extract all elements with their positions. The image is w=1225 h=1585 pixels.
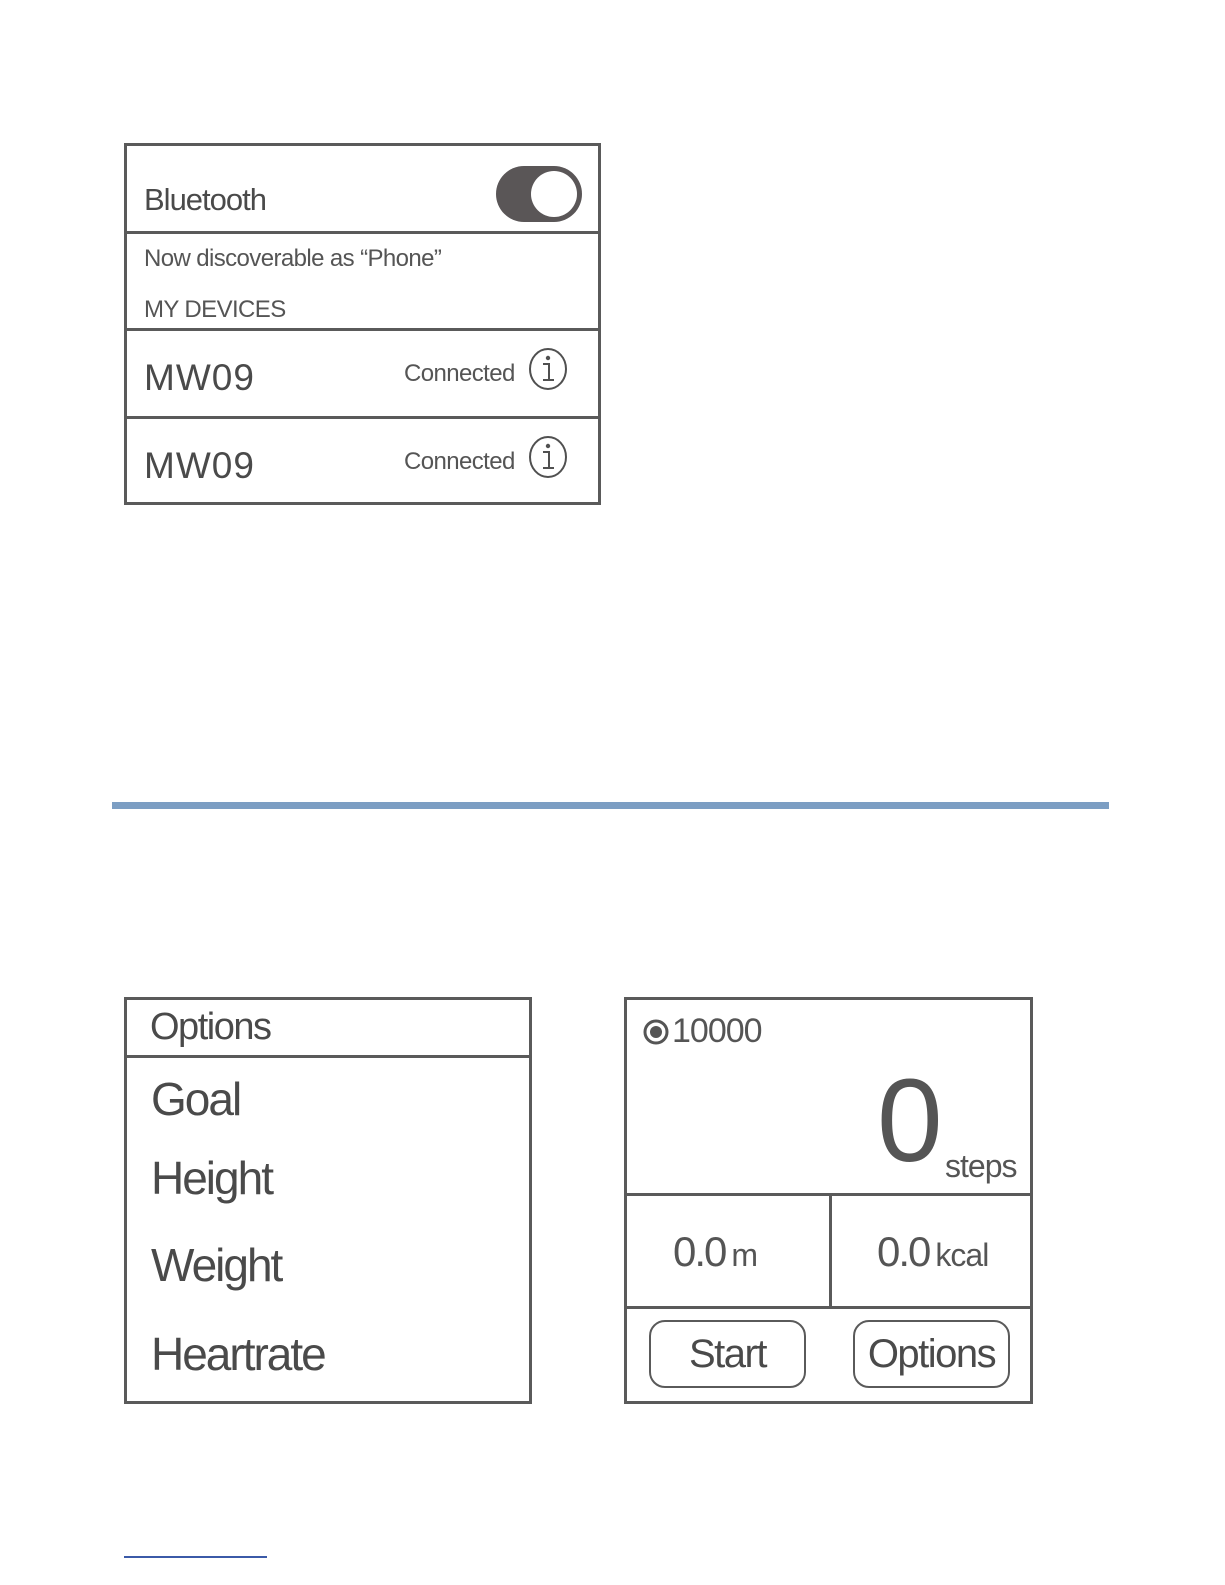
steps-unit: steps — [945, 1148, 1017, 1184]
steps-panel — [624, 997, 1033, 1404]
option-height[interactable]: Height — [151, 1152, 272, 1204]
goal-value: 10000 — [672, 1012, 762, 1050]
my-devices-label: MY DEVICES — [144, 296, 286, 323]
distance-value: 0.0 — [673, 1228, 726, 1275]
device-row[interactable] — [127, 419, 598, 507]
info-icon[interactable] — [528, 435, 568, 479]
distance-unit: m — [731, 1237, 758, 1273]
info-icon[interactable] — [528, 347, 568, 391]
option-goal[interactable]: Goal — [151, 1073, 241, 1125]
goal-display — [643, 1012, 762, 1051]
footer-underline — [124, 1556, 267, 1558]
options-header — [127, 1000, 529, 1058]
section-divider — [112, 802, 1109, 809]
options-title: Options — [150, 1006, 271, 1048]
device-name: MW09 — [144, 357, 255, 398]
options-button[interactable]: Options — [853, 1320, 1010, 1388]
target-icon — [643, 1019, 669, 1045]
calories-metric — [877, 1228, 988, 1276]
options-panel — [124, 997, 532, 1404]
calories-value: 0.0 — [877, 1228, 930, 1275]
toggle-knob — [531, 171, 577, 217]
divider-line — [829, 1193, 832, 1309]
distance-metric — [673, 1228, 757, 1276]
bluetooth-header — [127, 146, 598, 234]
start-button[interactable]: Start — [649, 1320, 806, 1388]
calories-unit: kcal — [935, 1237, 989, 1273]
option-heartrate[interactable]: Heartrate — [151, 1328, 325, 1380]
device-name: MW09 — [144, 445, 255, 486]
device-status: Connected — [404, 360, 515, 387]
bluetooth-toggle[interactable] — [496, 166, 582, 222]
device-row[interactable] — [127, 331, 598, 419]
bluetooth-info — [127, 234, 598, 331]
discoverable-text: Now discoverable as “Phone” — [144, 245, 442, 272]
option-weight[interactable]: Weight — [151, 1239, 282, 1291]
bluetooth-panel — [124, 143, 601, 505]
steps-count: 0 — [877, 1055, 943, 1187]
device-status: Connected — [404, 448, 515, 475]
bluetooth-title: Bluetooth — [144, 182, 266, 217]
divider-line — [627, 1306, 1030, 1309]
